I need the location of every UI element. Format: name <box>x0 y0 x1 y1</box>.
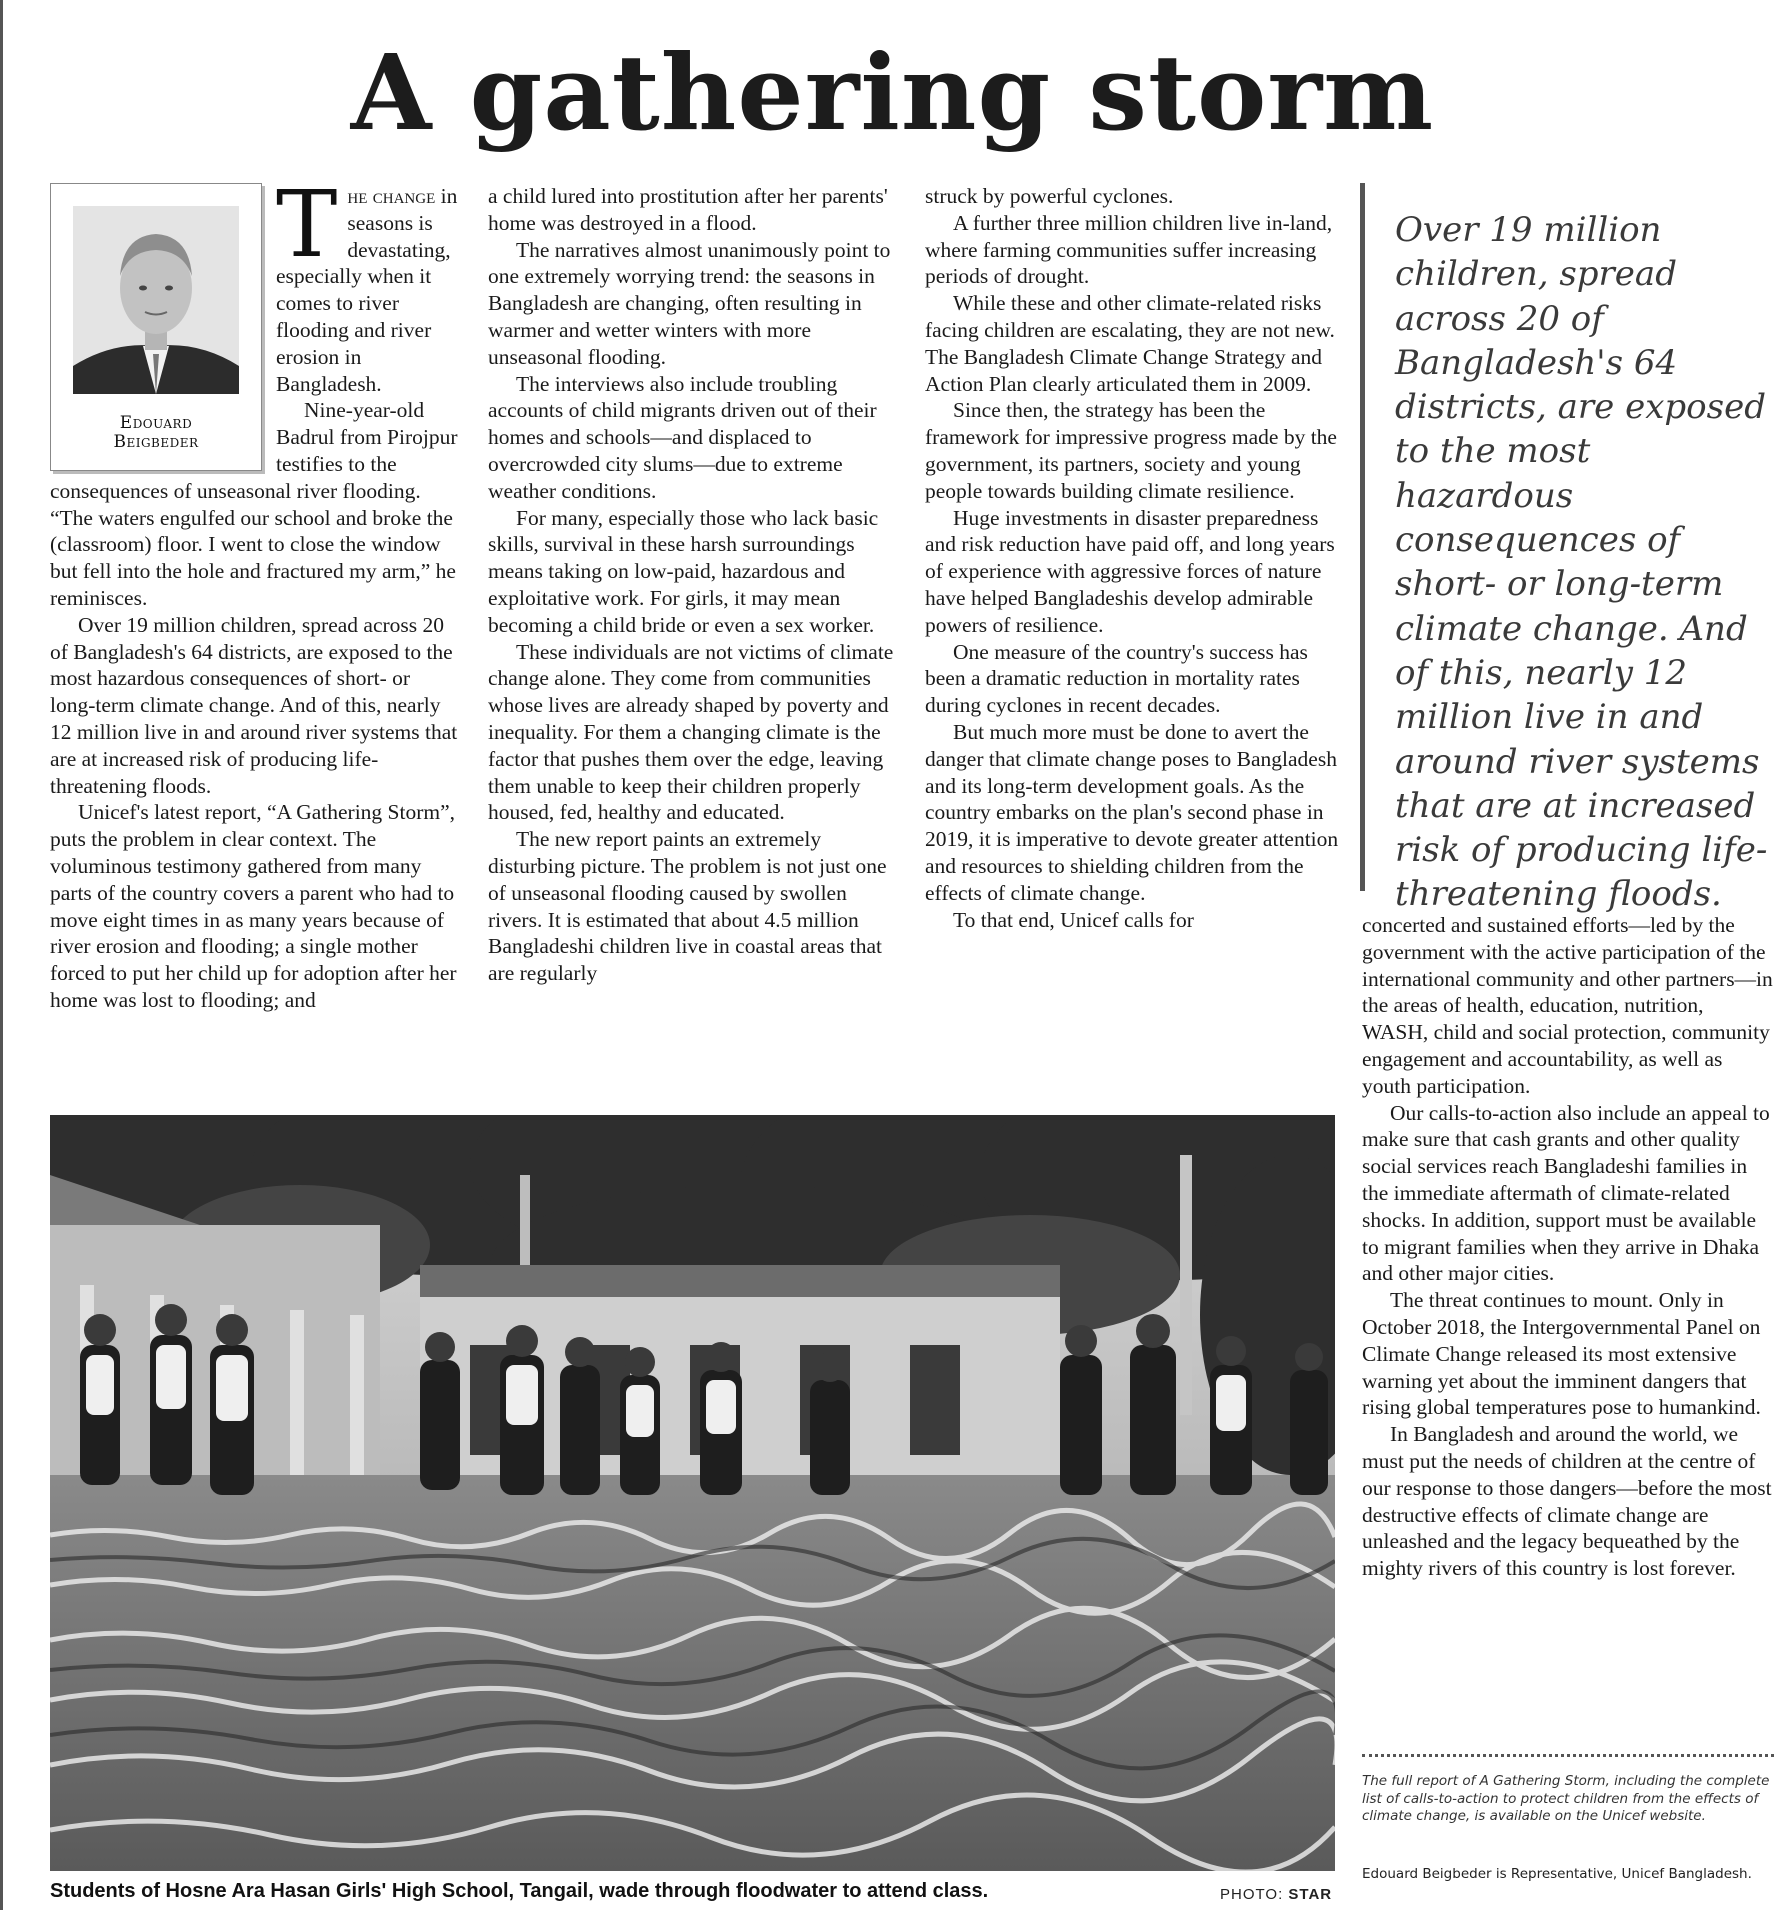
headline: A gathering storm <box>350 31 1435 154</box>
paragraph: The new report paints an extremely disturbing picture. The problem is not just one of unseasonal flooding caused by swollen rivers. It is estimated that about 4.5 million Bangladeshi children live in coastal areas that are regularly <box>488 827 887 986</box>
paragraph: One measure of the country's success has been a dramatic reduction in mortality rates during cyclones in recent decades. <box>925 639 1308 718</box>
paragraph: The threat continues to mount. Only in October 2018, the Intergovernmental Panel on Climate Change released its most extensive warning yet about the imminent dangers that rising global temperatures pose to humankind. <box>1362 1288 1761 1420</box>
author-name: Edouard Beigbeder <box>113 413 199 452</box>
article-column-3 <box>925 183 1340 1093</box>
paragraph: These individuals are not victims of climate change alone. They come from communities whose lives are already shaped by poverty and inequality. For them a changing climate is the factor that pushes them over the edge, leaving them unable to keep their children properly housed, fed, healthy and educated. <box>488 639 894 825</box>
flood-photo <box>50 1115 1335 1871</box>
photo-caption: Students of Hosne Ara Hasan Girls' High School, Tangail, wade through floodwater to attend class. <box>50 1880 989 1902</box>
pullquote: Over 19 million children, spread across 20 of Bangladesh's 64 districts, are exposed to the most hazardous consequences of short- or long-term climate change. And of this, nearly 12 million live in and around river systems that are at increased risk of producing life-threatening floods. <box>1395 210 1768 915</box>
paragraph-continuation: struck by powerful cyclones. <box>925 184 1174 208</box>
paragraph: Huge investments in disaster preparedness and risk reduction have paid off, and long years of experience with aggressive forces of nature have helped Bangladeshis develop admirable powers of resilience. <box>925 505 1335 637</box>
article-column-1 <box>50 183 460 1093</box>
pullquote-rule <box>1360 183 1365 891</box>
article-column-2 <box>488 183 898 1093</box>
footnote-divider <box>1362 1754 1774 1757</box>
paragraph: Since then, the strategy has been the framework for impressive progress made by the government, its partners, society and young people towards building climate resilience. <box>925 398 1337 503</box>
paragraph-continuation: concerted and sustained efforts—led by the government with the active participation of the international community and other partners—in the areas of health, education, nutrition, WASH, child and social protection, community engagement and accountability, as well as youth participation. <box>1362 913 1773 1098</box>
paragraph: Over 19 million children, spread across 20 of Bangladesh's 64 districts, are exposed to the most hazardous consequences of short- or long-term climate change. And of this, nearly 12 million live in and around river systems that are at increased risk of producing life-threatening floods. <box>50 612 458 798</box>
paragraph: The narratives almost unanimously point to one extremely worrying trend: the seasons in Bangladesh are changing, often resulting in warmer and wetter winters with more unseasonal flooding. <box>488 237 891 369</box>
paragraph: For many, especially those who lack basic skills, survival in these harsh surroundings means taking on low-paid, hazardous and exploitative work. For girls, it may mean becoming a child bride or even a sex worker. <box>488 505 879 637</box>
page-left-border <box>0 0 3 1910</box>
paragraph: A further three million children live in-land, where farming communities suffer increasing periods of drought. <box>925 210 1333 289</box>
paragraph-continuation: a child lured into prostitution after her parents' home was destroyed in a flood. <box>488 184 888 235</box>
article-column-4 <box>1362 912 1774 1744</box>
paragraph: Our calls-to-action also include an appeal to make sure that cash grants and other quality social services reach Bangladeshi families in the immediate aftermath of climate-related shocks. In addition, support must be available to migrant families when they arrive in Dhaka and other major cities. <box>1362 1100 1770 1286</box>
photo-credit: PHOTO: STAR <box>1220 1886 1333 1903</box>
footnote: The full report of A Gathering Storm, including the complete list of calls-to-action to protect children from the effects of climate change, is available on the Unicef website. <box>1362 1773 1770 1824</box>
paragraph: In Bangladesh and around the world, we must put the needs of children at the centre of our response to those dangers—before the most destructive effects of climate change are unleashed and the legacy bequeathed by the mighty rivers of this country is lost forever. <box>1362 1422 1772 1581</box>
author-box <box>50 183 262 471</box>
flood-photo-illustration <box>50 1115 1335 1871</box>
paragraph: But much more must be done to avert the danger that climate change poses to Bangladesh and its long-term development goals. As the country embarks on the plan's second phase in 2019, it is imperative to devote greater attention and resources to shielding children from the effects of climate change. <box>925 719 1339 905</box>
paragraph: While these and other climate-related risks facing children are escalating, they are not new. The Bangladesh Climate Change Strategy and Action Plan clearly articulated them in 2009. <box>925 291 1335 396</box>
paragraph: Nine-year-old Badrul from Pirojpur testifies to the consequences of unseasonal river flooding. “The waters engulfed our school and broke the (classroom) floor. I went to close the window but fell into the hole and fractured my arm,” he reminisces. <box>50 398 458 610</box>
drop-cap: T <box>276 183 338 278</box>
author-bio: Edouard Beigbeder is Representative, Unicef Bangladesh. <box>1362 1866 1752 1882</box>
author-portrait <box>73 206 239 394</box>
paragraph: Unicef's latest report, “A Gathering Storm”, puts the problem in clear context. The voluminous testimony gathered from many parts of the country covers a parent who had to move eight times in as many years because of river erosion and flooding; a single mother forced to put her child up for adoption after her home was lost to flooding; and <box>50 800 457 1012</box>
opening-paragraph: he change in seasons is devastating, especially when it comes to river flooding and river erosion in Bangladesh. <box>276 184 458 396</box>
paragraph: To that end, Unicef calls for <box>953 907 1194 932</box>
paragraph: The interviews also include troubling accounts of child migrants driven out of their homes and schools—and displaced to overcrowded city slums—due to extreme weather conditions. <box>488 371 877 503</box>
